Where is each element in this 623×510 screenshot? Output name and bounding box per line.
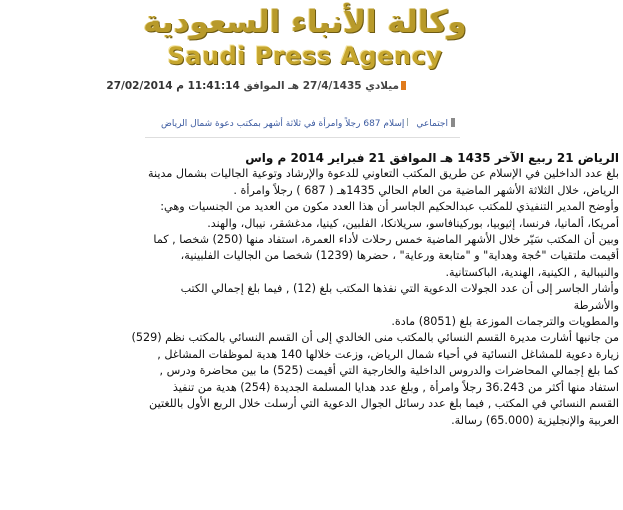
article-line: أمريكا، ألمانيا، فرنسا، إثيوبيا، بوركينافاسو، سريلانكا، الفلبين، كينيا، مدغشقر، نيبال، والهند. bbox=[207, 216, 619, 230]
article-dateline: الرياض 21 ربيع الآخر 1435 هـ الموافق 21 فبراير 2014 م واس bbox=[245, 151, 619, 165]
logo-arabic[interactable]: وكالة الأنباء السعودية bbox=[143, 4, 467, 40]
article-line: وأوضح المدير التنفيذي للمكتب عبدالحكيم الجاسر أن هذا العدد مكون من العديد من الجنسيات وهي: bbox=[160, 200, 619, 214]
article-line: العربية والإنجليزية (65.000) رسالة. bbox=[451, 413, 619, 427]
article-line: وبين أن المكتب سَيّر خلال الأشهر الماضية خمس رحلات لأداء العمرة، استفاد منها (250) شخصا , كما bbox=[153, 233, 619, 247]
breadcrumb-category[interactable]: اجتماعي bbox=[416, 119, 448, 129]
article-line: كما بلغ إجمالي المحاضرات والدروس الداخلية والخارجية التي أقيمت (525) ما بين محاضرة ودرس , bbox=[159, 364, 619, 378]
article-body bbox=[4, 150, 619, 429]
breadcrumb-title: إسلام 687 رجلاً وامرأة في ثلاثة أشهر بمكتب دعوة شمال الرياض bbox=[160, 119, 405, 129]
date-hijri: ميلادي 27/4/1435 هـ الموافق bbox=[243, 80, 399, 92]
date-bullet-icon bbox=[401, 81, 406, 90]
article-line: أقيمت ملتقيات "حُجة وهداية" و "متابعة ورعاية" ، حضرها (1239) شخصا من الجاليات الفلبينية، bbox=[180, 249, 619, 263]
article-line: الرياض، خلال الثلاثة الأشهر الماضية من العام الحالي 1435هـ ( 687 ) رجلاً وامرأة . bbox=[233, 183, 619, 197]
article-line: استفاد منها أكثر من 36.243 رجلاً وامرأة , وبلغ عدد هدايا المسلمة الجديدة (254) هدية من تنفيذ bbox=[172, 380, 619, 394]
article-line: من جانبها أشارت مديرة القسم النسائي بالمكتب منى الخالدي إلى أن القسم النسائي بالمكتب نظم (529) bbox=[131, 331, 619, 345]
date-time: 11:41:14 م 27/02/2014 bbox=[106, 80, 240, 92]
divider bbox=[145, 137, 460, 138]
article-line: والنيبالية , الكينية، الهندية، الباكستانية. bbox=[445, 265, 619, 279]
article-line: زيارة دعوية للمشاغل النسائية في أحياء شمال الرياض، وزعت خلالها 140 هدية لموظفات المشاغل , bbox=[157, 347, 619, 361]
article-line: وأشار الجاسر إلى أن عدد الجولات الدعوية التي نفذها المكتب بلغ (12) , فيما بلغ إجمالي الكتب bbox=[180, 282, 619, 296]
article-line: والمطويات والترجمات الموزعة بلغ (8051) مادة. bbox=[391, 315, 619, 329]
article-line: القسم النسائي في المكتب , فيما بلغ عدد رسائل الجوال الدعوية التي أرسلت خلال الربع الأول باللغتين bbox=[149, 397, 619, 411]
site-header bbox=[0, 0, 623, 100]
logo-english[interactable]: Saudi Press Agency bbox=[167, 42, 443, 70]
breadcrumb-bullet-icon bbox=[451, 118, 455, 127]
breadcrumb bbox=[160, 118, 455, 129]
dateline bbox=[106, 80, 406, 92]
breadcrumb-separator bbox=[407, 118, 413, 126]
article-line: بلغ عدد الداخلين في الإسلام عن طريق المكتب التعاوني للدعوة والإرشاد وتوعية الجاليات بشمال مدينة bbox=[147, 167, 619, 181]
article-line: والأشرطة bbox=[573, 298, 619, 312]
